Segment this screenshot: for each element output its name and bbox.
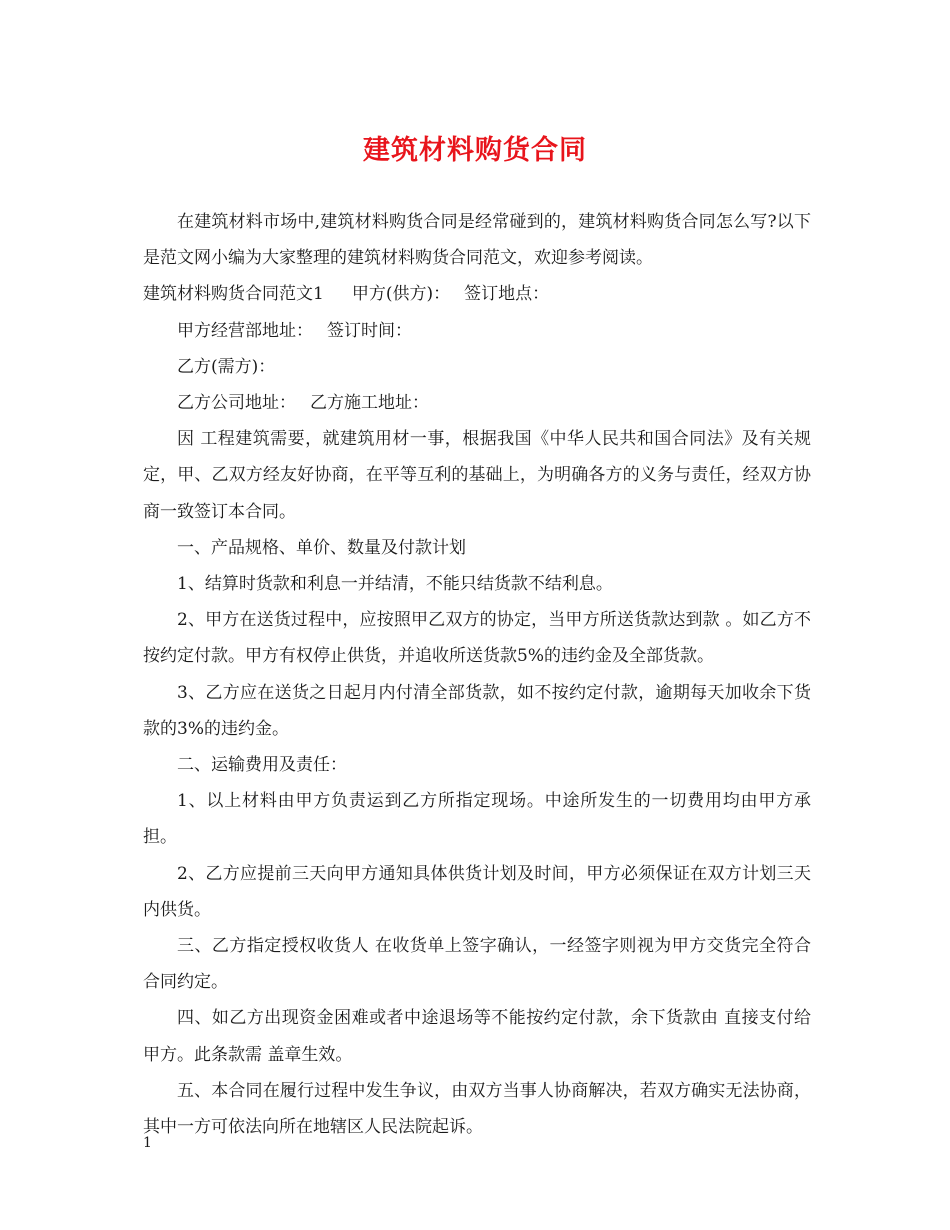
preamble-paragraph: 因 工程建筑需要，就建筑用材一事，根据我国《中华人民共和国合同法》及有关规定，甲、乙双方经友好协商，在平等互利的基础上，为明确各方的义务与责任，经双方协商一致签订本合同。 [143, 429, 811, 522]
signing-place-label: 签订地点： [464, 284, 550, 305]
document-body [143, 204, 811, 1145]
section-one-heading: 一、产品规格、单价、数量及付款计划 [177, 537, 466, 558]
sample-label: 建筑材料购货合同范文1 [143, 284, 324, 305]
section-two-heading: 二、运输费用及责任： [177, 755, 347, 776]
section-three-paragraph: 三、乙方指定授权收货人 在收货单上签字确认，一经签字则视为甲方交货完全符合合同约定。 [143, 936, 811, 993]
party-a-label: 甲方(供方)： [351, 284, 451, 305]
signing-time-label: 签订时间： [327, 320, 412, 341]
page-number: 1 [143, 1135, 152, 1151]
party-b-address-line [143, 385, 811, 421]
document-title: 建筑材料购货合同 [363, 135, 587, 166]
party-b-company-label: 乙方公司地址： [177, 393, 296, 414]
intro-paragraph: 在建筑材料市场中,建筑材料购货合同是经常碰到的，建筑材料购货合同怎么写?以下是范文网小编为大家整理的建筑材料购货合同范文，欢迎参考阅读。 [143, 212, 811, 269]
contract-header-line [143, 276, 811, 312]
party-a-address-line [143, 313, 811, 349]
party-b-line: 乙方(需方)： [177, 356, 276, 377]
party-a-address-label: 甲方经营部地址： [177, 320, 313, 341]
party-b-site-label: 乙方施工地址： [310, 393, 429, 414]
clause-1-3: 3、乙方应在送货之日起月内付清全部货款，如不按约定付款，逾期每天加收余下货款的3%的违约金。 [143, 682, 811, 739]
clause-2-2: 2、乙方应提前三天向甲方通知具体供货计划及时间，甲方必须保证在双方计划三天内供货。 [143, 863, 811, 920]
clause-1-2: 2、甲方在送货过程中，应按照甲乙双方的协定，当甲方所送货款达到款 。如乙方不按约定付款。甲方有权停止供货，并追收所送货款5%的违约金及全部货款。 [143, 610, 811, 667]
section-five-paragraph: 五、本合同在履行过程中发生争议，由双方当事人协商解决，若双方确实无法协商，其中一方可依法向所在地辖区人民法院起诉。 [143, 1080, 811, 1138]
section-four-paragraph: 四、如乙方出现资金困难或者中途退场等不能按约定付款，余下货款由 直接支付给甲方。此条款需 盖章生效。 [143, 1008, 811, 1065]
clause-1-1: 1、结算时货款和利息一并结清，不能只结货款不结利息。 [177, 574, 613, 595]
clause-2-1: 1、以上材料由甲方负责运到乙方所指定现场。中途所发生的一切费用均由甲方承担。 [143, 791, 811, 848]
